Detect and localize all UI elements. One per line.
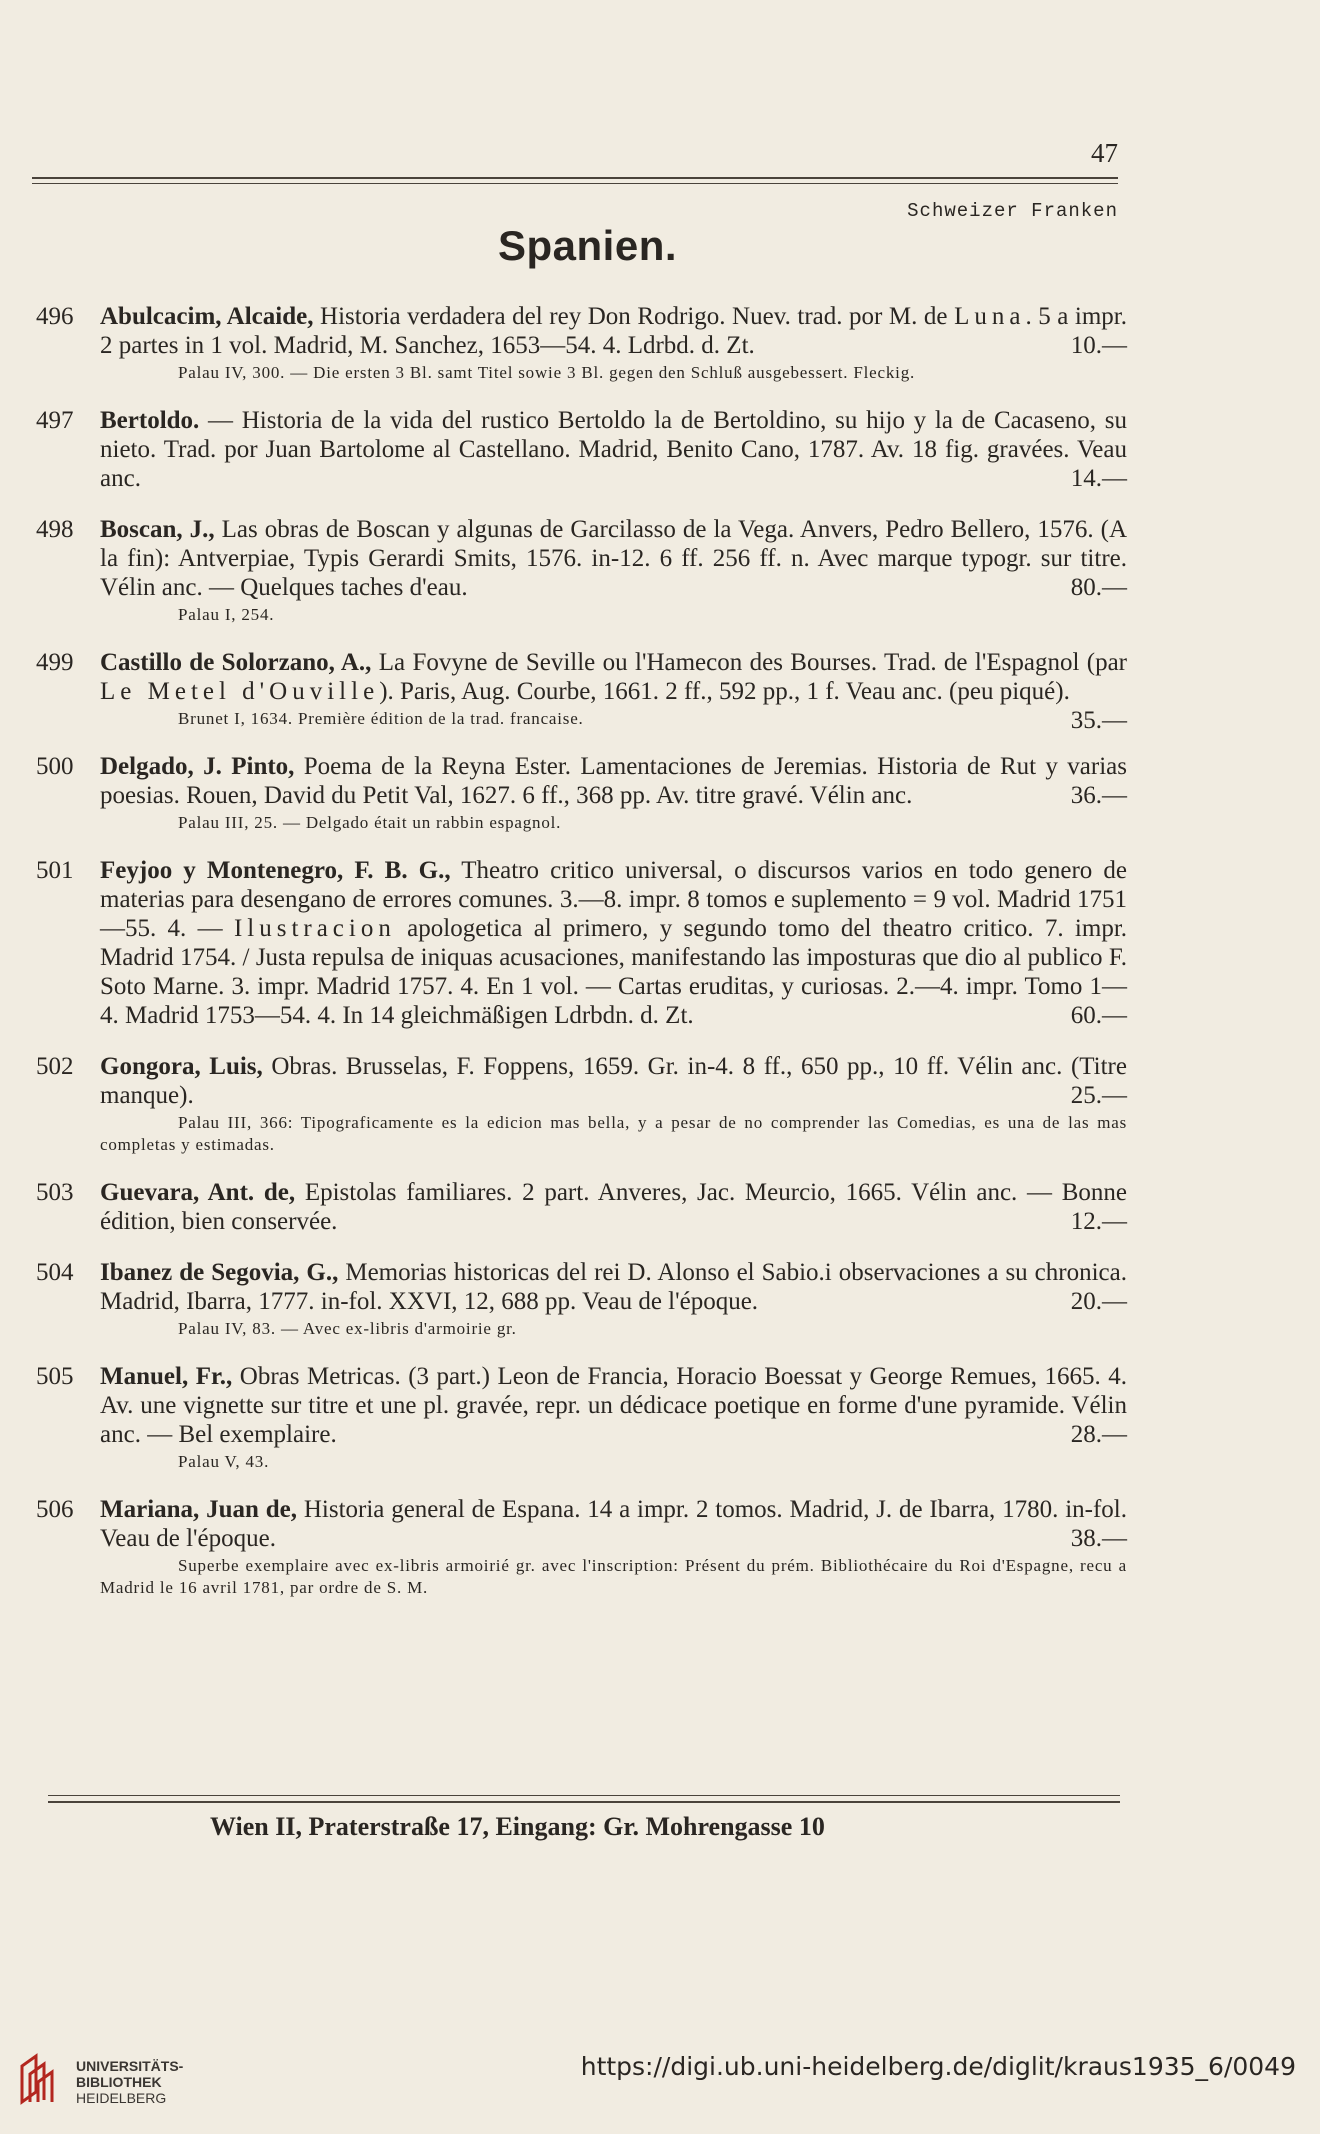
- catalog-entry: [0, 648, 1127, 734]
- entry-spaced-name: Luna: [954, 303, 1026, 330]
- catalog-entry: [0, 1258, 1127, 1340]
- entry-price: 38.—: [1070, 1525, 1127, 1552]
- entry-price: 25.—: [1070, 1082, 1127, 1109]
- entry-author: Ibanez de Segovia, G.,: [100, 1259, 339, 1286]
- catalog-entry: [0, 752, 1127, 834]
- entry-note: Palau I, 254.: [178, 605, 275, 624]
- entry-price: 36.—: [1070, 782, 1127, 809]
- bottom-rule: [48, 1801, 1120, 1803]
- entry-number: 500: [36, 753, 74, 780]
- page-number: 47: [1091, 138, 1118, 168]
- entry-number: 506: [36, 1496, 74, 1523]
- catalog-entry: [0, 302, 1127, 384]
- entry-author: Feyjoo y Montenegro, F. B. G.,: [100, 857, 451, 884]
- entry-number: 499: [36, 649, 74, 676]
- entry-description: Obras. Brusselas, F. Foppens, 1659. Gr. in-4. 8 ff., 650 pp., 10 ff. Vélin anc. (Titre manque).: [100, 1053, 1127, 1109]
- entry-description: Memorias historicas del rei D. Alonso el Sabio.i observaciones a su chronica. Madrid, Ibarra, 1777. in-fol. XXVI, 12, 688 pp. Veau de l'époque.: [100, 1259, 1127, 1315]
- entry-text: [100, 515, 1127, 602]
- entry-text: [100, 752, 1127, 810]
- entry-number: 502: [36, 1053, 74, 1080]
- entry-text: [100, 1178, 1127, 1236]
- entry-author: Mariana, Juan de,: [100, 1496, 298, 1523]
- catalog-entry: [0, 856, 1127, 1030]
- catalog-entry: [0, 406, 1127, 493]
- entry-price: 80.—: [1070, 574, 1127, 601]
- entry-text: [100, 1495, 1127, 1553]
- top-rule-thin: [32, 183, 1118, 184]
- entry-note: Palau IV, 300. — Die ersten 3 Bl. samt Titel sowie 3 Bl. gegen den Schluß ausgebessert. Fleckig.: [178, 363, 916, 382]
- entry-author: Bertoldo.: [100, 407, 200, 434]
- entry-price: 35.—: [1070, 707, 1127, 734]
- top-rule: [32, 177, 1118, 179]
- currency-label: Schweizer Franken: [907, 200, 1118, 222]
- entry-price: 14.—: [1070, 465, 1127, 492]
- entry-description: Las obras de Boscan y algunas de Garcilasso de la Vega. Anvers, Pedro Bellero, 1576. (A la fin): Antverpiae, Typis Gerardi Smits, 1576. in-12. 6 ff. 256 ff. n. Avec marque typogr. sur titre. Vélin anc. — Quelques taches d'eau.: [100, 516, 1127, 601]
- entry-note: Palau IV, 83. — Avec ex-libris d'armoirie gr.: [178, 1319, 517, 1338]
- entry-author: Gongora, Luis,: [100, 1053, 263, 1080]
- entry-description: Historia general de Espana. 14 a impr. 2 tomos. Madrid, J. de Ibarra, 1780. in-fol. Veau de l'époque.: [100, 1496, 1127, 1552]
- bottom-rule-thin: [48, 1795, 1120, 1796]
- entry-description: Historia verdadera del rey Don Rodrigo. Nuev. trad. por M. de: [313, 303, 955, 330]
- entry-note: Palau V, 43.: [178, 1452, 270, 1471]
- entry-description: Theatro critico universal, o discursos varios en todo genero de materias para desengano de errores comunes. 3.—8. impr. 8 tomos e suplemento = 9 vol. Madrid 1751—55. 4. —: [100, 857, 1127, 942]
- catalog-entry: [0, 1052, 1127, 1156]
- library-name: [76, 2058, 183, 2106]
- entry-note: Brunet I, 1634. Première édition de la trad. francaise.: [178, 709, 584, 728]
- entry-description-cont: ). Paris, Aug. Courbe, 1661. 2 ff., 592 pp., 1 f. Veau anc. (peu piqué).: [379, 678, 1070, 705]
- entry-number: 504: [36, 1259, 74, 1286]
- entry-description: Epistolas familiares. 2 part. Anveres, Jac. Meurcio, 1665. Vélin anc. — Bonne édition, bien conservée.: [100, 1179, 1127, 1235]
- entry-spaced-name: Le Metel d'Ouville: [100, 678, 380, 705]
- entry-author: Abulcacim, Alcaide,: [100, 303, 314, 330]
- catalog-entry: [0, 1362, 1127, 1473]
- entry-number: 501: [36, 857, 74, 884]
- catalog-entry: [0, 1495, 1127, 1599]
- entry-author: Guevara, Ant. de,: [100, 1179, 296, 1206]
- entry-description: Poema de la Reyna Ester. Lamentaciones de Jeremias. Historia de Rut y varias poesias. Rouen, David du Petit Val, 1627. 6 ff., 368 pp. Av. titre gravé. Vélin anc.: [100, 753, 1127, 809]
- source-url-link[interactable]: https://digi.ub.uni-heidelberg.de/diglit/kraus1935_6/0049: [580, 2052, 1296, 2081]
- entry-author: Delgado, J. Pinto,: [100, 753, 295, 780]
- entry-text: [100, 406, 1127, 493]
- entry-author: Manuel, Fr.,: [100, 1363, 233, 1390]
- entry-price: 60.—: [1070, 1002, 1127, 1029]
- library-line-3: HEIDELBERG: [76, 2090, 167, 2106]
- entry-description: Obras Metricas. (3 part.) Leon de Francia, Horacio Boessat y George Remues, 1665. 4. Av. une vignette sur titre et une pl. gravée, repr. un dédicace poetique en forme d'une pyramide. Vélin anc. — Bel exemplaire.: [100, 1363, 1127, 1448]
- entry-price: 12.—: [1070, 1208, 1127, 1235]
- catalog-entry: [0, 1178, 1127, 1236]
- entry-note: Palau III, 25. — Delgado était un rabbin espagnol.: [178, 813, 562, 832]
- ub-heidelberg-logo-icon: [14, 2052, 66, 2106]
- section-title: Spanien.: [498, 222, 678, 269]
- entry-price: 10.—: [1070, 332, 1127, 359]
- entry-spaced-name: Ilustracion: [233, 915, 396, 942]
- entry-number: 498: [36, 516, 74, 543]
- entry-text: [100, 302, 1127, 360]
- library-line-2: BIBLIOTHEK: [76, 2074, 162, 2090]
- entry-price: 28.—: [1070, 1421, 1127, 1448]
- entry-number: 497: [36, 407, 74, 434]
- catalog-entry: [0, 515, 1127, 626]
- entry-text: [100, 1052, 1127, 1110]
- entry-description-cont: . 5 a impr. 2 partes in 1 vol. Madrid, M. Sanchez, 1653—54. 4. Ldrbd. d. Zt.: [100, 303, 1127, 359]
- entry-description-cont: apologetica al primero, y segundo tomo del theatro critico. 7. impr. Madrid 1754. / Justa repulsa de iniquas acusaciones, manifestando las imposturas que dio al publico F. Soto Marne. 3. impr. Madrid 1757. 4. En 1 vol. — Cartas eruditas, y curiosas. 2.—4. impr. Tomo 1—4. Madrid 1753—54. 4. In 14 gleichmäßigen Ldrbdn. d. Zt.: [100, 915, 1128, 1029]
- entry-author: Boscan, J.,: [100, 516, 215, 543]
- entry-text: [100, 1362, 1127, 1449]
- entry-note: Palau III, 366: Tipograficamente es la edicion mas bella, y a pesar de no comprender las Comedias, es una de las mas completas y estimadas.: [100, 1113, 1127, 1154]
- entry-number: 505: [36, 1363, 74, 1390]
- entry-note: Superbe exemplaire avec ex-libris armoirié gr. avec l'inscription: Présent du prém. Bibliothécaire du Roi d'Espagne, recu a Madrid le 16 avril 1781, par ordre de S. M.: [100, 1556, 1127, 1597]
- footer-address: Wien II, Praterstraße 17, Eingang: Gr. Mohrengasse 10: [210, 1812, 825, 1841]
- entry-number: 503: [36, 1179, 74, 1206]
- entry-description: — Historia de la vida del rustico Bertoldo la de Bertoldino, su hijo y la de Cacaseno, su nieto. Trad. por Juan Bartolome al Castellano. Madrid, Benito Cano, 1787. Av. 18 fig. gravées. Veau anc.: [100, 407, 1127, 492]
- catalog-entries: [0, 302, 1320, 1621]
- entry-description: La Fovyne de Seville ou l'Hamecon des Bourses. Trad. de l'Espagnol (par: [371, 649, 1127, 676]
- entry-number: 496: [36, 303, 74, 330]
- entry-text: [100, 856, 1127, 1030]
- entry-author: Castillo de Solorzano, A.,: [100, 649, 372, 676]
- entry-text: [100, 1258, 1127, 1316]
- library-line-1: UNIVERSITÄTS-: [76, 2058, 184, 2074]
- entry-price: 20.—: [1070, 1288, 1127, 1315]
